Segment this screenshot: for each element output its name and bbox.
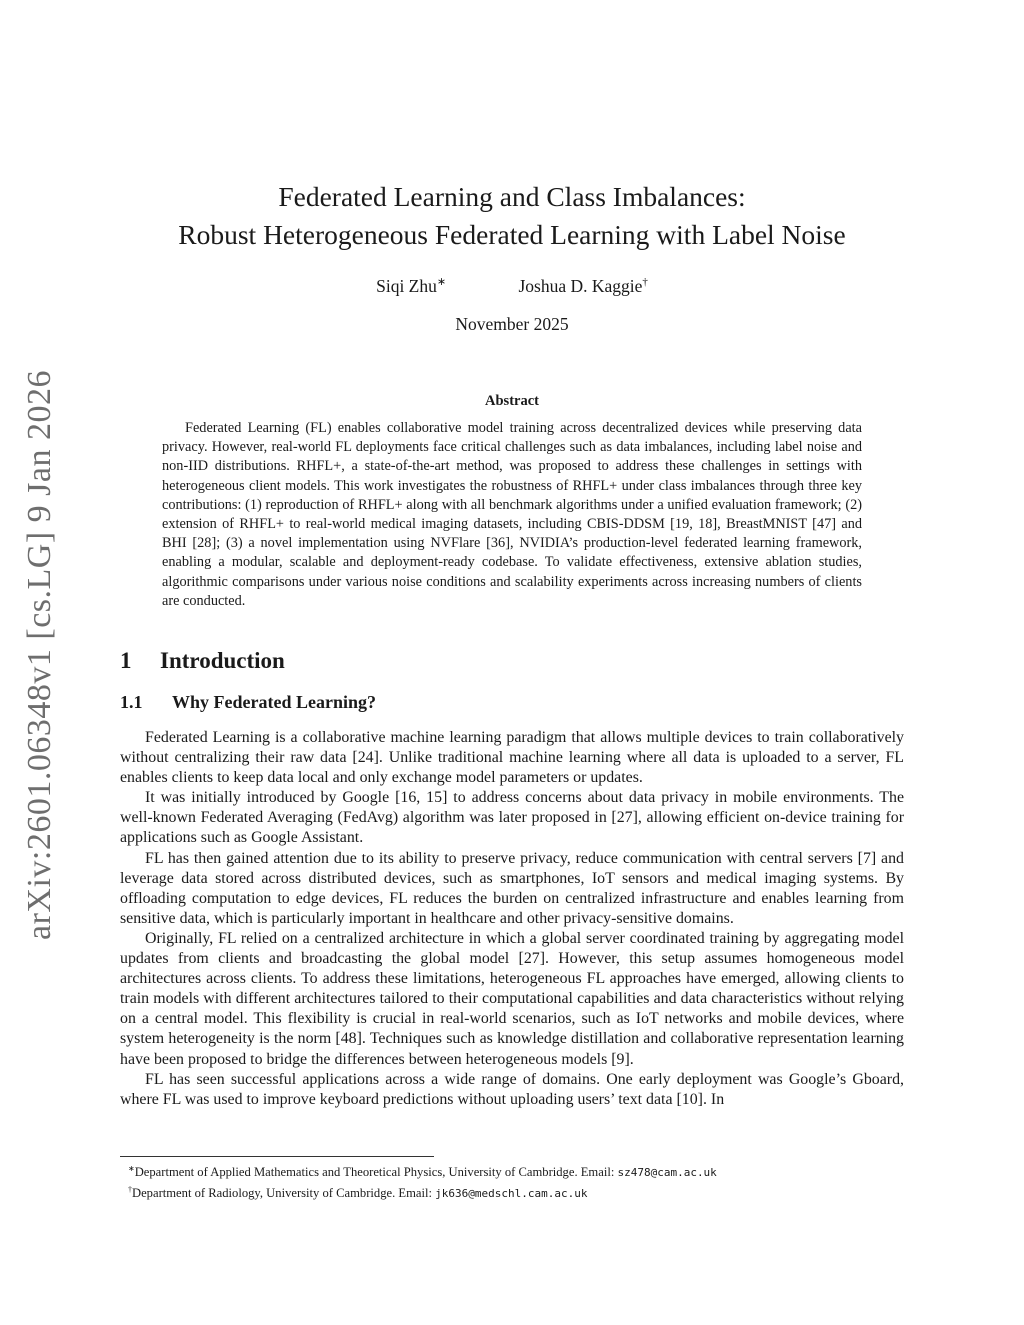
abstract-text: Federated Learning (FL) enables collaborative model training across decentralized devices while preserving data privacy. However, real-world FL deployments face critical challenges such as data imbalances, including label noise and non-IID distributions. RHFL+, a state-of-the-art method, was proposed to address these challenges in settings with heterogeneous client models. This work investigates the robustness of RHFL+ under class imbalances through three key contributions: (1) reproduction of RHFL+ along with all benchmark algorithms under a unified evaluation framework; (2) extension of RHFL+ to real-world medical imaging datasets, including CBIS-DDSM [19, 18], BreastMNIST [47] and BHI [28]; (3) a novel implementation using NVFlare [36], NVIDIA’s production-level federated learning framework, enabling a modular, scalable and deployment-ready codebase. To validate effectiveness, extensive ablation studies, algorithmic comparisons under various noise conditions and scalability experiments across increasing numbers of clients are conducted. (162, 420, 862, 609)
author (376, 275, 446, 297)
author-footnote-mark: † (642, 276, 648, 288)
footnote-email[interactable]: jk636@medschl.cam.ac.uk (435, 1187, 588, 1201)
author-list (0, 275, 1024, 297)
arxiv-identifier: arXiv:2601.06348v1 [cs.LG] 9 Jan 2026 (21, 370, 58, 940)
paragraph: It was initially introduced by Google [16, 15] to address concerns about data privacy in mobile environments. The well-known Federated Averaging (FedAvg) algorithm was later proposed in [27], allowing efficient on-device training for applications such as Google Assistant. (120, 789, 904, 847)
paragraph: Federated Learning is a collaborative machine learning paradigm that allows multiple devices to train collaboratively without centralizing their raw data [24]. Unlike traditional machine learning where all data is uploaded to a server, FL enables clients to keep data local and only exchange model parameters or updates. (120, 729, 904, 787)
subsection-heading (120, 692, 376, 713)
section-number: 1 (120, 648, 132, 673)
abstract-heading: Abstract (485, 393, 539, 409)
subsection-number: 1.1 (120, 692, 143, 712)
footnotes (120, 1160, 904, 1202)
author (518, 276, 647, 297)
subsection-title: Why Federated Learning? (172, 692, 376, 712)
author-footnote-mark: ∗ (436, 276, 447, 288)
title-line-1: Federated Learning and Class Imbalances: (278, 181, 746, 212)
paragraph: FL has then gained attention due to its ability to preserve privacy, reduce communication with central servers [7] and leverage data stored across distributed devices, such as smartphones, IoT sensors and medical imaging systems. By offloading computation to edge devices, FL reduces the burden on centralized infrastructure and enables learning from sensitive data, which is particularly important in healthcare and other privacy-sensitive domains. (120, 849, 904, 927)
author-name: Siqi Zhu (376, 275, 437, 296)
footnote (120, 1181, 904, 1202)
footnote-divider (120, 1156, 434, 1157)
section-title: Introduction (160, 648, 285, 673)
paragraph: FL has seen successful applications across a wide range of domains. One early deployment was Google’s Gboard, where FL was used to improve keyboard predictions without uploading users’ text data [10]. In (120, 1070, 904, 1108)
footnote-email[interactable]: sz478@cam.ac.uk (617, 1166, 717, 1180)
paper-title (0, 178, 1024, 254)
footnote-text: Department of Radiology, University of Cambridge. Email: (132, 1186, 436, 1201)
body-text (120, 728, 904, 1110)
author-name: Joshua D. Kaggie (518, 275, 643, 296)
paragraph: Originally, FL relied on a centralized architecture in which a global server coordinated training by aggregating model updates from clients and broadcasting the global model [27]. However, this setup assumes homogeneous model architectures across clients. To address these limitations, heterogeneous FL approaches have emerged, allowing clients to train models with different architectures tailored to their computational capabilities and data characteristics without relying on a central model. This flexibility is crucial in real-world scenarios, such as IoT networks and mobile devices, where system heterogeneity is the norm [48]. Techniques such as knowledge distillation and collaborative representation learning have been proposed to bridge the differences between heterogeneous models [9]. (120, 929, 904, 1068)
publication-date: November 2025 (455, 314, 569, 334)
footnote-text: Department of Applied Mathematics and Theoretical Physics, University of Cambridge. Email: (134, 1165, 618, 1180)
footnote-mark: † (128, 1185, 132, 1195)
abstract-body (162, 419, 862, 611)
footnote-mark: ∗ (128, 1164, 135, 1173)
section-heading (120, 648, 285, 674)
title-line-2: Robust Heterogeneous Federated Learning with Label Noise (178, 219, 846, 250)
footnote (120, 1160, 904, 1181)
